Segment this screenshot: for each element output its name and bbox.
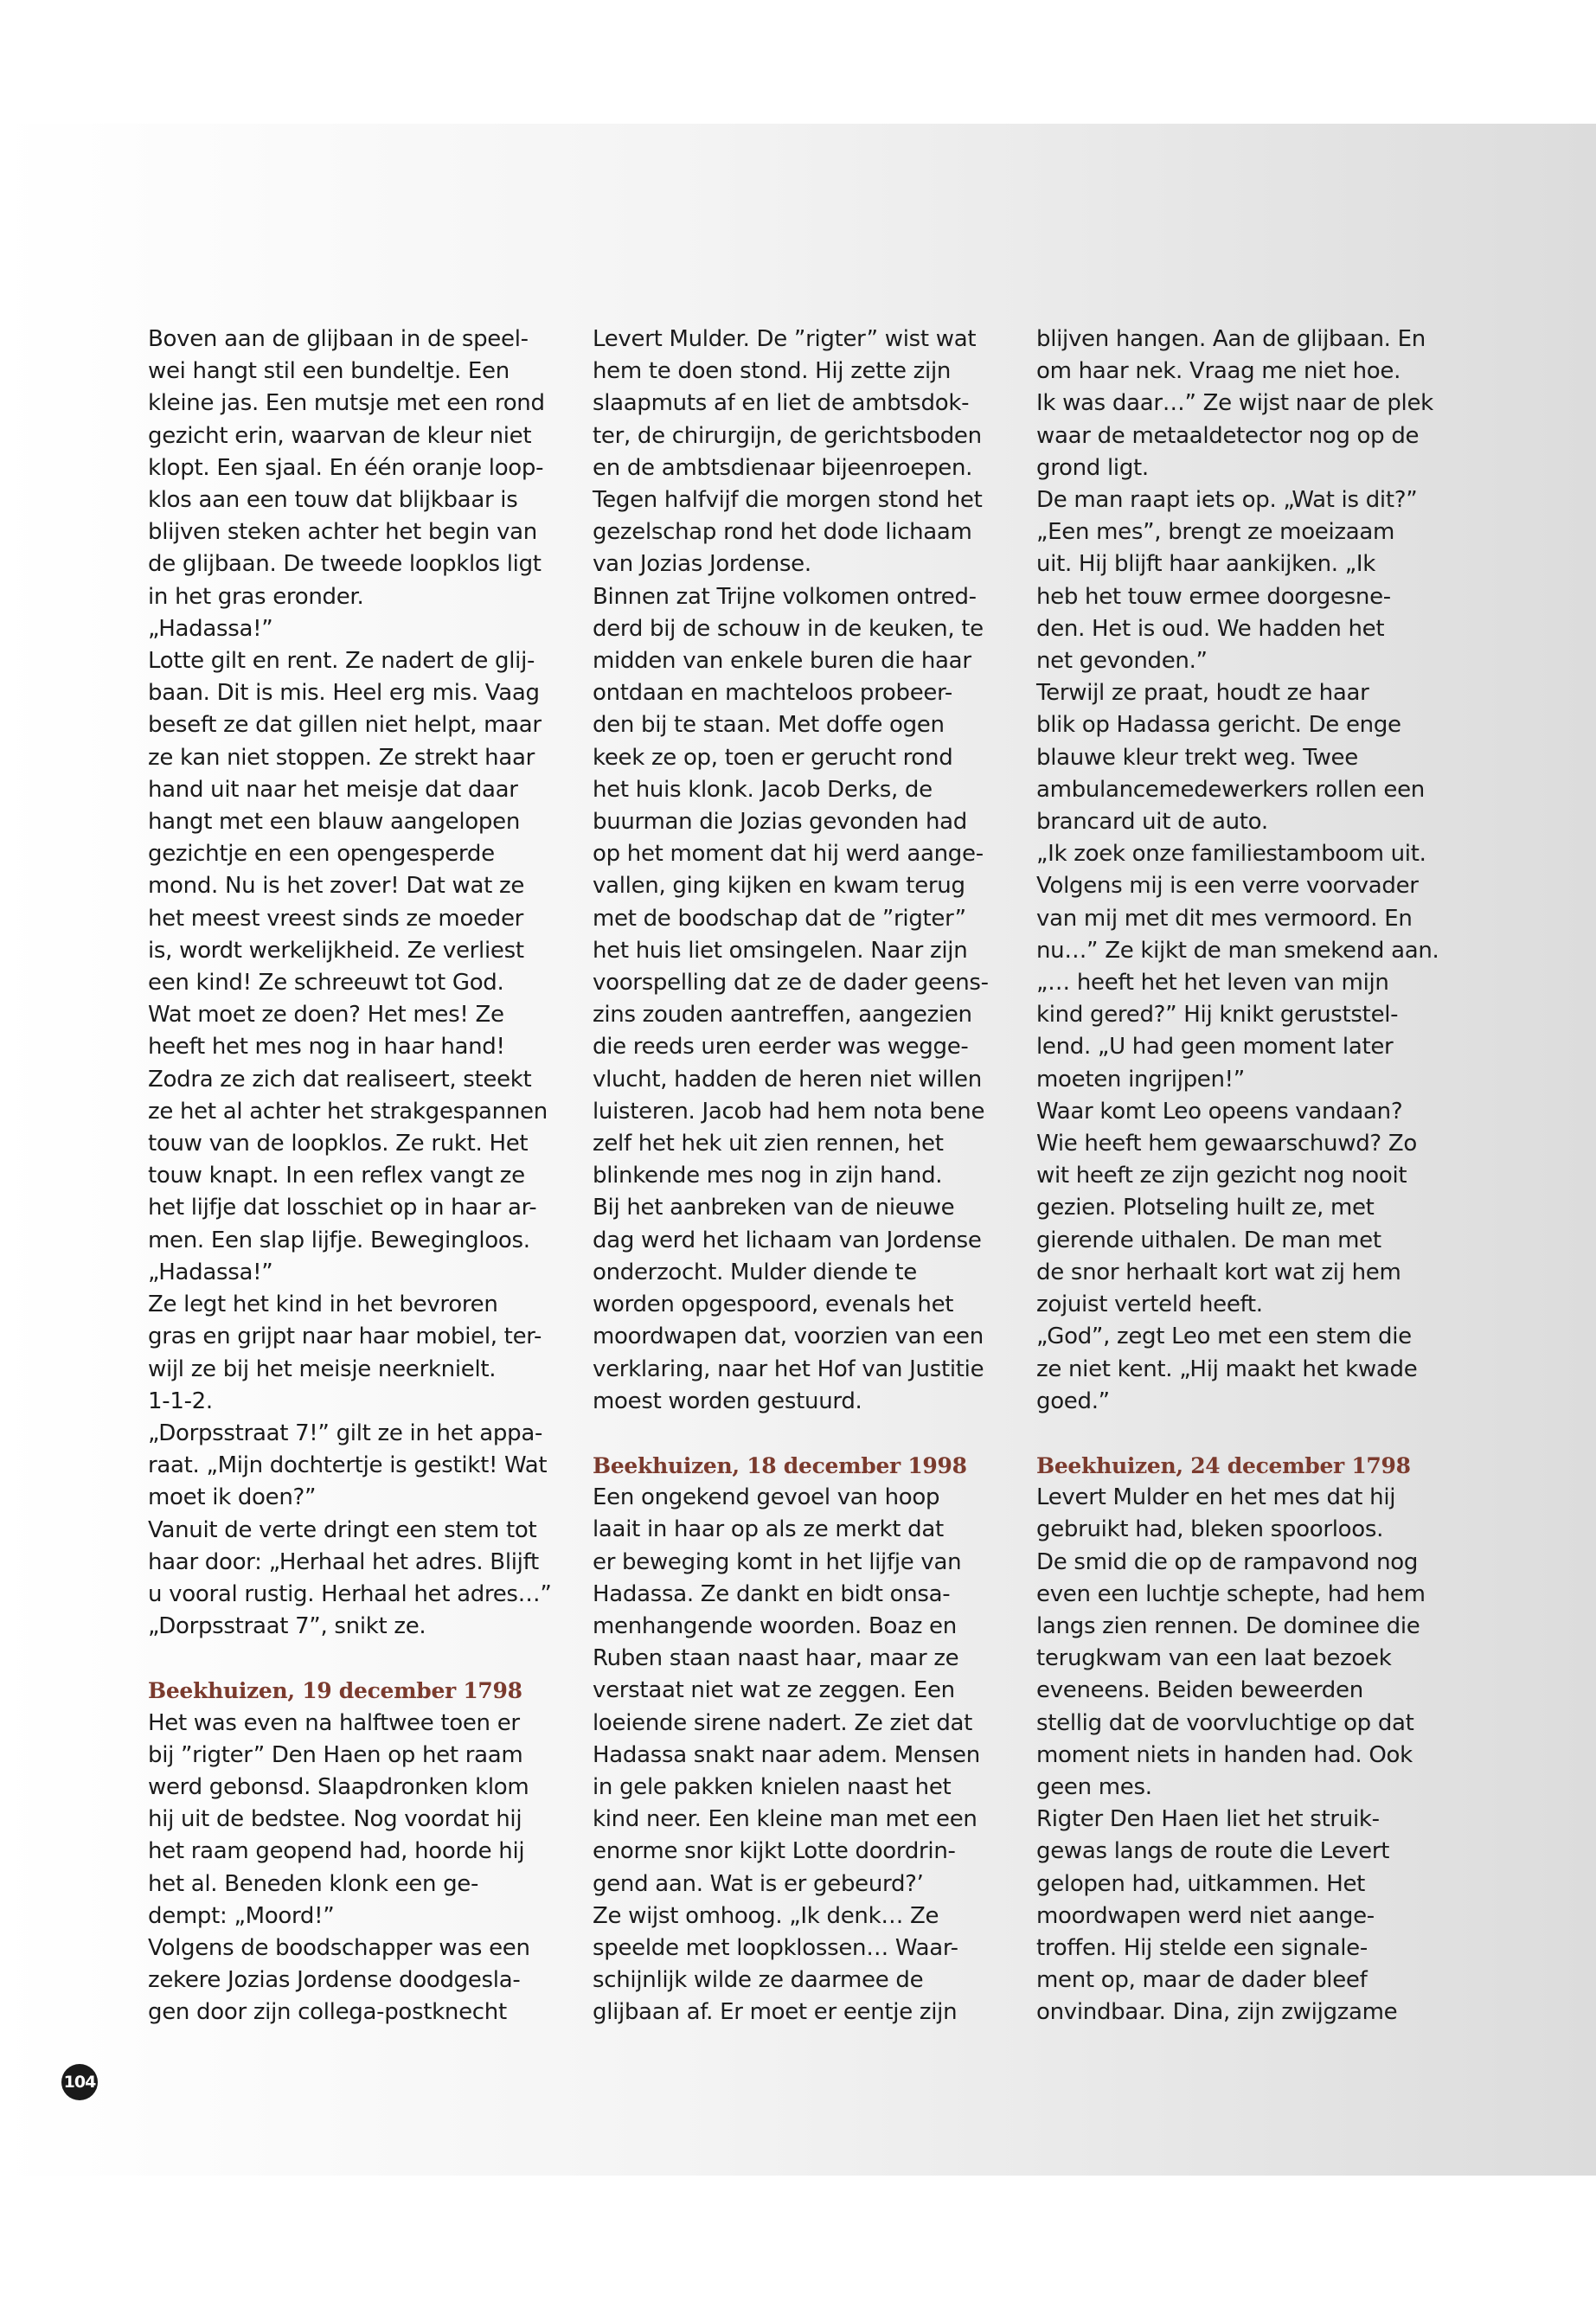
text-line: vallen, ging kijken en kwam terug xyxy=(593,873,965,900)
text-line: en de ambtsdienaar bijeenroepen. xyxy=(593,454,973,481)
text-line: gezicht erin, waarvan de kleur niet xyxy=(148,422,532,449)
text-line: goed.” xyxy=(1036,1388,1110,1414)
text-line: „Ik zoek onze familiestamboom uit. xyxy=(1036,841,1426,868)
text-line: gend aan. Wat is er gebeurd?’ xyxy=(593,1870,924,1897)
text-paragraph xyxy=(593,324,999,1418)
text-line: het lijfje dat losschiet op in haar ar- xyxy=(148,1195,537,1221)
text-line: die reeds uren eerder was wegge- xyxy=(593,1034,969,1061)
text-line: bij ”rigter” Den Haen op het raam xyxy=(148,1741,523,1768)
text-line: gen door zijn collega-postknecht xyxy=(148,1999,507,2026)
text-line: wijl ze bij het meisje neerknielt. xyxy=(148,1356,497,1382)
text-line: grond ligt. xyxy=(1036,454,1149,481)
text-line: hij uit de bedstee. Nog voordat hij xyxy=(148,1806,522,1833)
text-line: hand uit naar het meisje dat daar xyxy=(148,776,518,803)
text-line: klopt. Een sjaal. En één oranje loop- xyxy=(148,454,544,481)
text-line: u vooral rustig. Herhaal het adres…” xyxy=(148,1580,552,1607)
text-line: is, wordt werkelijkheid. Ze verliest xyxy=(148,937,524,964)
text-line: Hadassa. Ze dankt en bidt onsa- xyxy=(593,1580,951,1607)
text-line: Ik was daar…” Ze wijst naar de plek xyxy=(1036,390,1433,417)
text-line: langs zien rennen. De dominee die xyxy=(1036,1612,1420,1639)
text-line: verklaring, naar het Hof van Justitie xyxy=(593,1356,984,1382)
text-paragraph xyxy=(1036,1482,1443,2029)
text-line: enorme snor kijkt Lotte doordrin- xyxy=(593,1838,956,1865)
text-line: wei hangt stil een bundeltje. Een xyxy=(148,358,510,385)
text-line: „… heeft het het leven van mijn xyxy=(1036,970,1389,997)
text-line: „God”, zegt Leo met een stem die xyxy=(1036,1324,1412,1350)
text-line: in gele pakken knielen naast het xyxy=(593,1773,952,1800)
text-line: een kind! Ze schreeuwt tot God. xyxy=(148,970,504,997)
text-line: Hadassa snakt naar adem. Mensen xyxy=(593,1741,980,1768)
text-line: „Hadassa!” xyxy=(148,1259,273,1285)
text-line: zelf het hek uit zien rennen, het xyxy=(593,1131,944,1157)
text-line: Zodra ze zich dat realiseert, steekt xyxy=(148,1066,532,1093)
text-line: van Jozias Jordense. xyxy=(593,551,811,578)
text-line: moment niets in handen had. Ook xyxy=(1036,1741,1413,1768)
text-column-2 xyxy=(593,324,999,2029)
text-line: uit. Hij blijft haar aankijken. „Ik xyxy=(1036,551,1375,578)
text-line: den. Het is oud. We hadden het xyxy=(1036,615,1385,642)
text-line: gierende uithalen. De man met xyxy=(1036,1227,1381,1253)
section-heading: Beekhuizen, 24 december 1798 xyxy=(1036,1452,1411,1478)
text-line: glijbaan af. Er moet er eentje zijn xyxy=(593,1999,958,2026)
text-line: Vanuit de verte dringt een stem tot xyxy=(148,1516,537,1543)
text-line: ment op, maar de dader bleef xyxy=(1036,1967,1368,1994)
text-line: Lotte gilt en rent. Ze nadert de glij- xyxy=(148,648,535,675)
text-line: blijven hangen. Aan de glijbaan. En xyxy=(1036,326,1426,352)
text-line: lend. „U had geen moment later xyxy=(1036,1034,1394,1061)
text-line: moest worden gestuurd. xyxy=(593,1388,862,1414)
text-line: Waar komt Leo opeens vandaan? xyxy=(1036,1098,1403,1125)
text-line: Het was even na halftwee toen er xyxy=(148,1709,520,1736)
text-line: gezien. Plotseling huilt ze, met xyxy=(1036,1195,1375,1221)
text-line: blinkende mes nog in zijn hand. xyxy=(593,1163,943,1189)
text-paragraph xyxy=(148,324,554,1643)
text-line: dag werd het lichaam van Jordense xyxy=(593,1227,982,1253)
text-line: touw van de loopklos. Ze rukt. Het xyxy=(148,1131,529,1157)
section-heading: Beekhuizen, 19 december 1798 xyxy=(148,1678,522,1704)
text-column-3 xyxy=(1036,324,1443,2029)
text-line: De smid die op de rampavond nog xyxy=(1036,1548,1419,1575)
text-line: voorspelling dat ze de dader geens- xyxy=(593,970,989,997)
text-line: Ruben staan naast haar, maar ze xyxy=(593,1645,959,1672)
text-line: zins zouden aantreffen, aangezien xyxy=(593,1002,972,1029)
text-line: Levert Mulder en het mes dat hij xyxy=(1036,1484,1396,1511)
text-line: Wie heeft hem gewaarschuwd? Zo xyxy=(1036,1131,1417,1157)
text-line: gelopen had, uitkammen. Het xyxy=(1036,1870,1366,1897)
text-line: gezichtje en een opengesperde xyxy=(148,841,495,868)
text-line: laait in haar op als ze merkt dat xyxy=(593,1516,944,1543)
text-line: „Dorpsstraat 7”, snikt ze. xyxy=(148,1613,426,1640)
text-line: nu…” Ze kijkt de man smekend aan. xyxy=(1036,937,1439,964)
text-line: dempt: „Moord!” xyxy=(148,1902,335,1929)
text-line: net gevonden.” xyxy=(1036,648,1208,675)
text-line: menhangende woorden. Boaz en xyxy=(593,1612,957,1639)
text-line: ze kan niet stoppen. Ze strekt haar xyxy=(148,744,535,771)
page-number-badge: 104 xyxy=(61,2064,98,2100)
text-line: mond. Nu is het zover! Dat wat ze xyxy=(148,873,525,900)
text-line: ze het al achter het strakgespannen xyxy=(148,1098,548,1125)
text-line: hem te doen stond. Hij zette zijn xyxy=(593,358,952,385)
text-line: moet ik doen?” xyxy=(148,1484,317,1511)
text-line: moordwapen werd niet aange- xyxy=(1036,1902,1375,1929)
text-line: onvindbaar. Dina, zijn zwijgzame xyxy=(1036,1999,1398,2026)
text-paragraph xyxy=(593,1482,999,2029)
text-line: Ze legt het kind in het bevroren xyxy=(148,1292,498,1318)
text-line: even een luchtje schepte, had hem xyxy=(1036,1580,1426,1607)
text-line: geen mes. xyxy=(1036,1773,1152,1800)
text-line: brancard uit de auto. xyxy=(1036,809,1268,836)
text-line: worden opgespoord, evenals het xyxy=(593,1292,954,1318)
text-line: heeft het mes nog in haar hand! xyxy=(148,1034,505,1061)
text-line: stellig dat de voorvluchtige op dat xyxy=(1036,1709,1414,1736)
text-line: er beweging komt in het lijfje van xyxy=(593,1548,962,1575)
text-line: de glijbaan. De tweede loopklos ligt xyxy=(148,551,542,578)
text-line: zekere Jozias Jordense doodgesla- xyxy=(148,1967,521,1994)
text-line: buurman die Jozias gevonden had xyxy=(593,809,968,836)
text-line: Boven aan de glijbaan in de speel- xyxy=(148,326,529,352)
text-line: moeten ingrijpen!” xyxy=(1036,1066,1245,1093)
text-line: Terwijl ze praat, houdt ze haar xyxy=(1036,680,1369,707)
text-line: gewas langs de route die Levert xyxy=(1036,1838,1390,1865)
text-column-1 xyxy=(148,324,554,2029)
text-line: het meest vreest sinds ze moeder xyxy=(148,905,524,932)
text-line: eveneens. Beiden beweerden xyxy=(1036,1677,1363,1704)
text-line: De man raapt iets op. „Wat is dit?” xyxy=(1036,487,1418,514)
text-line: Volgens de boodschapper was een xyxy=(148,1934,530,1961)
text-line: kind neer. Een kleine man met een xyxy=(593,1806,977,1833)
text-line: kind gered?” Hij knikt geruststel- xyxy=(1036,1002,1399,1029)
text-line: „Hadassa!” xyxy=(148,615,273,642)
text-line: schijnlijk wilde ze daarmee de xyxy=(593,1967,924,1994)
text-line: men. Een slap lijfje. Bewegingloos. xyxy=(148,1227,530,1253)
text-line: Volgens mij is een verre voorvader xyxy=(1036,873,1419,900)
text-line: het huis klonk. Jacob Derks, de xyxy=(593,776,933,803)
text-line: raat. „Mijn dochtertje is gestikt! Wat xyxy=(148,1452,548,1479)
text-line: speelde met loopklossen… Waar- xyxy=(593,1934,958,1961)
text-line: troffen. Hij stelde een signale- xyxy=(1036,1934,1368,1961)
text-line: terugkwam van een laat bezoek xyxy=(1036,1645,1392,1672)
text-line: Tegen halfvijf die morgen stond het xyxy=(593,487,983,514)
section-heading: Beekhuizen, 18 december 1998 xyxy=(593,1452,967,1478)
text-line: Bij het aanbreken van de nieuwe xyxy=(593,1195,955,1221)
text-line: van mij met dit mes vermoord. En xyxy=(1036,905,1413,932)
text-line: ze niet kent. „Hij maakt het kwade xyxy=(1036,1356,1418,1382)
text-line: blauwe kleur trekt weg. Twee xyxy=(1036,744,1358,771)
text-line: de snor herhaalt kort wat zij hem xyxy=(1036,1259,1401,1285)
text-line: baan. Dit is mis. Heel erg mis. Vaag xyxy=(148,680,540,707)
text-line: het al. Beneden klonk een ge- xyxy=(148,1870,479,1897)
text-line: zojuist verteld heeft. xyxy=(1036,1292,1263,1318)
text-paragraph xyxy=(1036,324,1443,1418)
text-line: in het gras eronder. xyxy=(148,583,364,610)
text-line: luisteren. Jacob had hem nota bene xyxy=(593,1098,985,1125)
text-line: Ze wijst omhoog. „Ik denk… Ze xyxy=(593,1902,939,1929)
text-line: het raam geopend had, hoorde hij xyxy=(148,1838,525,1865)
text-line: het huis liet omsingelen. Naar zijn xyxy=(593,937,968,964)
text-line: loeiende sirene nadert. Ze ziet dat xyxy=(593,1709,973,1736)
text-line: waar de metaaldetector nog op de xyxy=(1036,422,1420,449)
text-paragraph xyxy=(148,1708,554,2029)
text-line: gebruikt had, bleken spoorloos. xyxy=(1036,1516,1384,1543)
text-line: hangt met een blauw aangelopen xyxy=(148,809,520,836)
text-line: werd gebonsd. Slaapdronken klom xyxy=(148,1773,529,1800)
text-line: met de boodschap dat de ”rigter” xyxy=(593,905,966,932)
text-line: ontdaan en machteloos probeer- xyxy=(593,680,952,707)
text-line: slaapmuts af en liet de ambtsdok- xyxy=(593,390,970,417)
text-line: keek ze op, toen er gerucht rond xyxy=(593,744,953,771)
text-line: ter, de chirurgijn, de gerichtsboden xyxy=(593,422,982,449)
text-line: kleine jas. Een mutsje met een rond xyxy=(148,390,545,417)
text-line: Binnen zat Trijne volkomen ontred- xyxy=(593,583,977,610)
text-line: touw knapt. In een reflex vangt ze xyxy=(148,1163,525,1189)
text-line: haar door: „Herhaal het adres. Blijft xyxy=(148,1548,539,1575)
text-line: midden van enkele buren die haar xyxy=(593,648,971,675)
text-line: wit heeft ze zijn gezicht nog nooit xyxy=(1036,1163,1407,1189)
text-line: verstaat niet wat ze zeggen. Een xyxy=(593,1677,955,1704)
text-line: den bij te staan. Met doffe ogen xyxy=(593,712,945,739)
text-line: blik op Hadassa gericht. De enge xyxy=(1036,712,1401,739)
text-line: blijven steken achter het begin van xyxy=(148,519,537,546)
text-line: derd bij de schouw in de keuken, te xyxy=(593,615,984,642)
text-line: moordwapen dat, voorzien van een xyxy=(593,1324,984,1350)
text-line: vlucht, hadden de heren niet willen xyxy=(593,1066,982,1093)
text-line: gras en grijpt naar haar mobiel, ter- xyxy=(148,1324,542,1350)
text-line: ambulancemedewerkers rollen een xyxy=(1036,776,1425,803)
text-line: op het moment dat hij werd aange- xyxy=(593,841,984,868)
text-line: Wat moet ze doen? Het mes! Ze xyxy=(148,1002,504,1029)
text-line: 1-1-2. xyxy=(148,1388,213,1414)
text-line: „Dorpsstraat 7!” gilt ze in het appa- xyxy=(148,1420,543,1446)
text-line: Rigter Den Haen liet het struik- xyxy=(1036,1806,1380,1833)
text-line: heb het touw ermee doorgesne- xyxy=(1036,583,1391,610)
text-line: Een ongekend gevoel van hoop xyxy=(593,1484,940,1511)
text-line: klos aan een touw dat blijkbaar is xyxy=(148,487,518,514)
text-line: gezelschap rond het dode lichaam xyxy=(593,519,972,546)
text-line: om haar nek. Vraag me niet hoe. xyxy=(1036,358,1401,385)
text-line: „Een mes”, brengt ze moeizaam xyxy=(1036,519,1395,546)
text-line: onderzocht. Mulder diende te xyxy=(593,1259,917,1285)
text-line: beseft ze dat gillen niet helpt, maar xyxy=(148,712,542,739)
text-line: Levert Mulder. De ”rigter” wist wat xyxy=(593,326,977,352)
